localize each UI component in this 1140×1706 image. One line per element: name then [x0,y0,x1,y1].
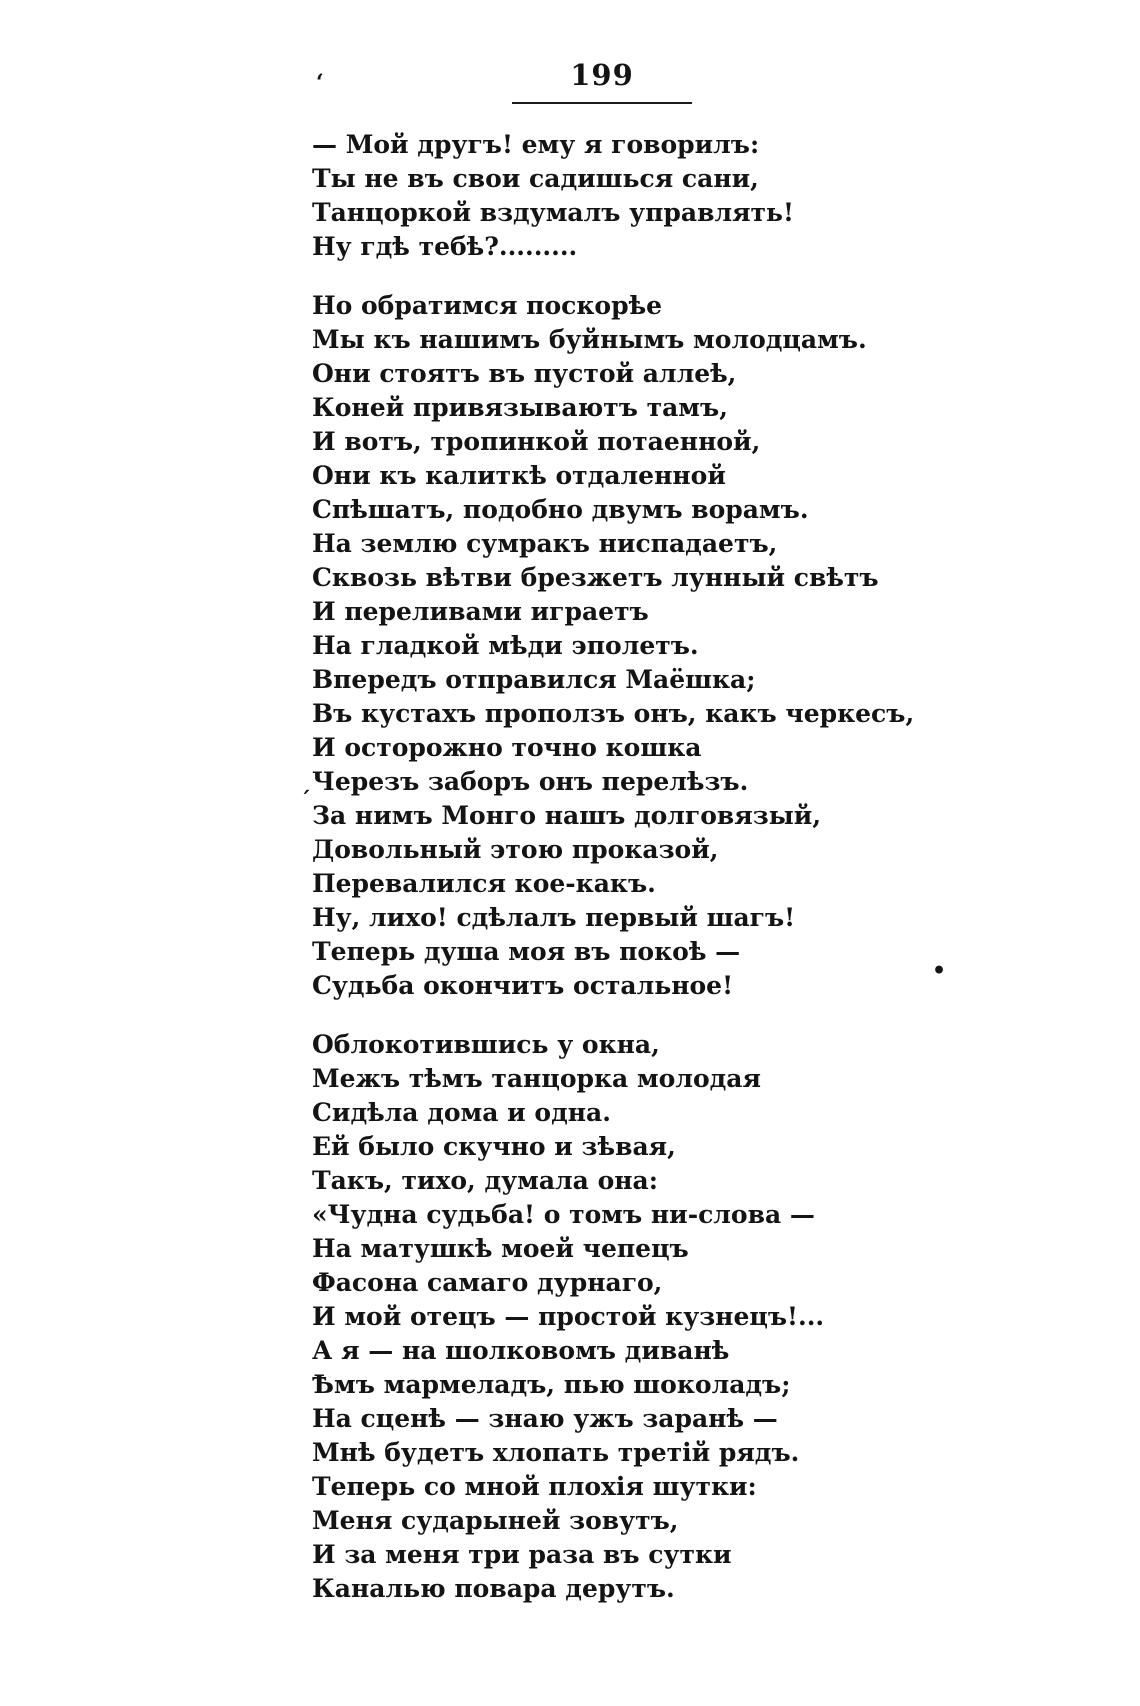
poem-line: Меня сударыней зовутъ, [312,1506,679,1535]
poem-line: А я — на шолковомъ диванѣ [312,1336,730,1365]
poem-line: Они стоятъ въ пустой аллеѣ, [312,359,737,388]
poem-line: Теперь со мной плохія шутки: [312,1472,757,1501]
poem-line: Фасона самаго дурнаго, [312,1268,663,1297]
poem-line: Судьба окончитъ остальное! [312,971,734,1000]
poem-line: Каналью повара дерутъ. [312,1574,675,1603]
poem-line: — Мой другъ! ему я говорилъ: [312,130,760,159]
poem-line: И осторожно точно кошка [312,733,702,762]
poem-line: «Чудна судьба! о томъ ни-слова — [312,1200,815,1229]
poem-line: Ну гдѣ тебѣ?......... [312,232,578,261]
poem-line: На гладкой мѣди эполетъ. [312,631,699,660]
poem-line: Спѣшатъ, подобно двумъ ворамъ. [312,495,809,524]
poem-line: Мы къ нашимъ буйнымъ молодцамъ. [312,325,867,354]
poem-line: Но обратимся поскорѣе [312,291,663,320]
poem-line: Облокотившись у окна, [312,1030,660,1059]
poem-line: Довольный этою проказой, [312,835,719,864]
poem-line: И вотъ, тропинкой потаенной, [312,427,761,456]
poem-line: Въ кустахъ проползъ онъ, какъ черкесъ, [312,699,915,728]
header-rule [512,102,692,104]
poem-line: Черезъ заборъ онъ перелѣзъ. [312,767,749,796]
page-number: 199 [570,58,634,92]
poem-line: Мнѣ будетъ хлопать третій рядъ. [312,1438,800,1467]
poem-line: Ты не въ свои садишься сани, [312,164,759,193]
stray-mark: ʻ [316,70,324,96]
poem-line: Ѣмъ мармеладъ, пью шоколадъ; [312,1370,791,1399]
poem-line: Они къ калиткѣ отдаленной [312,461,726,490]
poem-line: Межъ тѣмъ танцорка молодая [312,1064,761,1093]
poem-line: И мой отецъ — простой кузнецъ!... [312,1302,825,1331]
stanza [312,1028,872,1606]
poem-line: Танцоркой вздумалъ управлять! [312,198,794,227]
poem-line: Впередъ отправился Маёшка; [312,665,756,694]
poem-line: И переливами играетъ [312,597,649,626]
stray-mark: • [932,958,947,984]
poem-line: За нимъ Монго нашъ долговязый, [312,801,822,830]
poem-line: И за меня три раза въ сутки [312,1540,732,1569]
stanza [312,128,872,264]
poem-text [312,128,915,1631]
poem-line: Сидѣла дома и одна. [312,1098,611,1127]
poem-line: Ну, лихо! сдѣлалъ первый шагъ! [312,903,796,932]
stanza [312,289,915,1003]
poem-line: Такъ, тихо, думала она: [312,1166,658,1195]
poem-line: Сквозь вѣтви брезжетъ лунный свѣтъ [312,563,879,592]
poem-line: Перевалился кое-какъ. [312,869,656,898]
poem-line: На матушкѣ моей чепецъ [312,1234,689,1263]
poem-line: На землю сумракъ ниспадаетъ, [312,529,778,558]
poem-line: Ей было скучно и зѣвая, [312,1132,676,1161]
poem-line: Теперь душа моя въ покоѣ — [312,937,741,966]
poem-line: На сценѣ — знаю ужъ заранѣ — [312,1404,778,1433]
stray-mark: ´ [300,788,311,814]
poem-line: Коней привязываютъ тамъ, [312,393,728,422]
